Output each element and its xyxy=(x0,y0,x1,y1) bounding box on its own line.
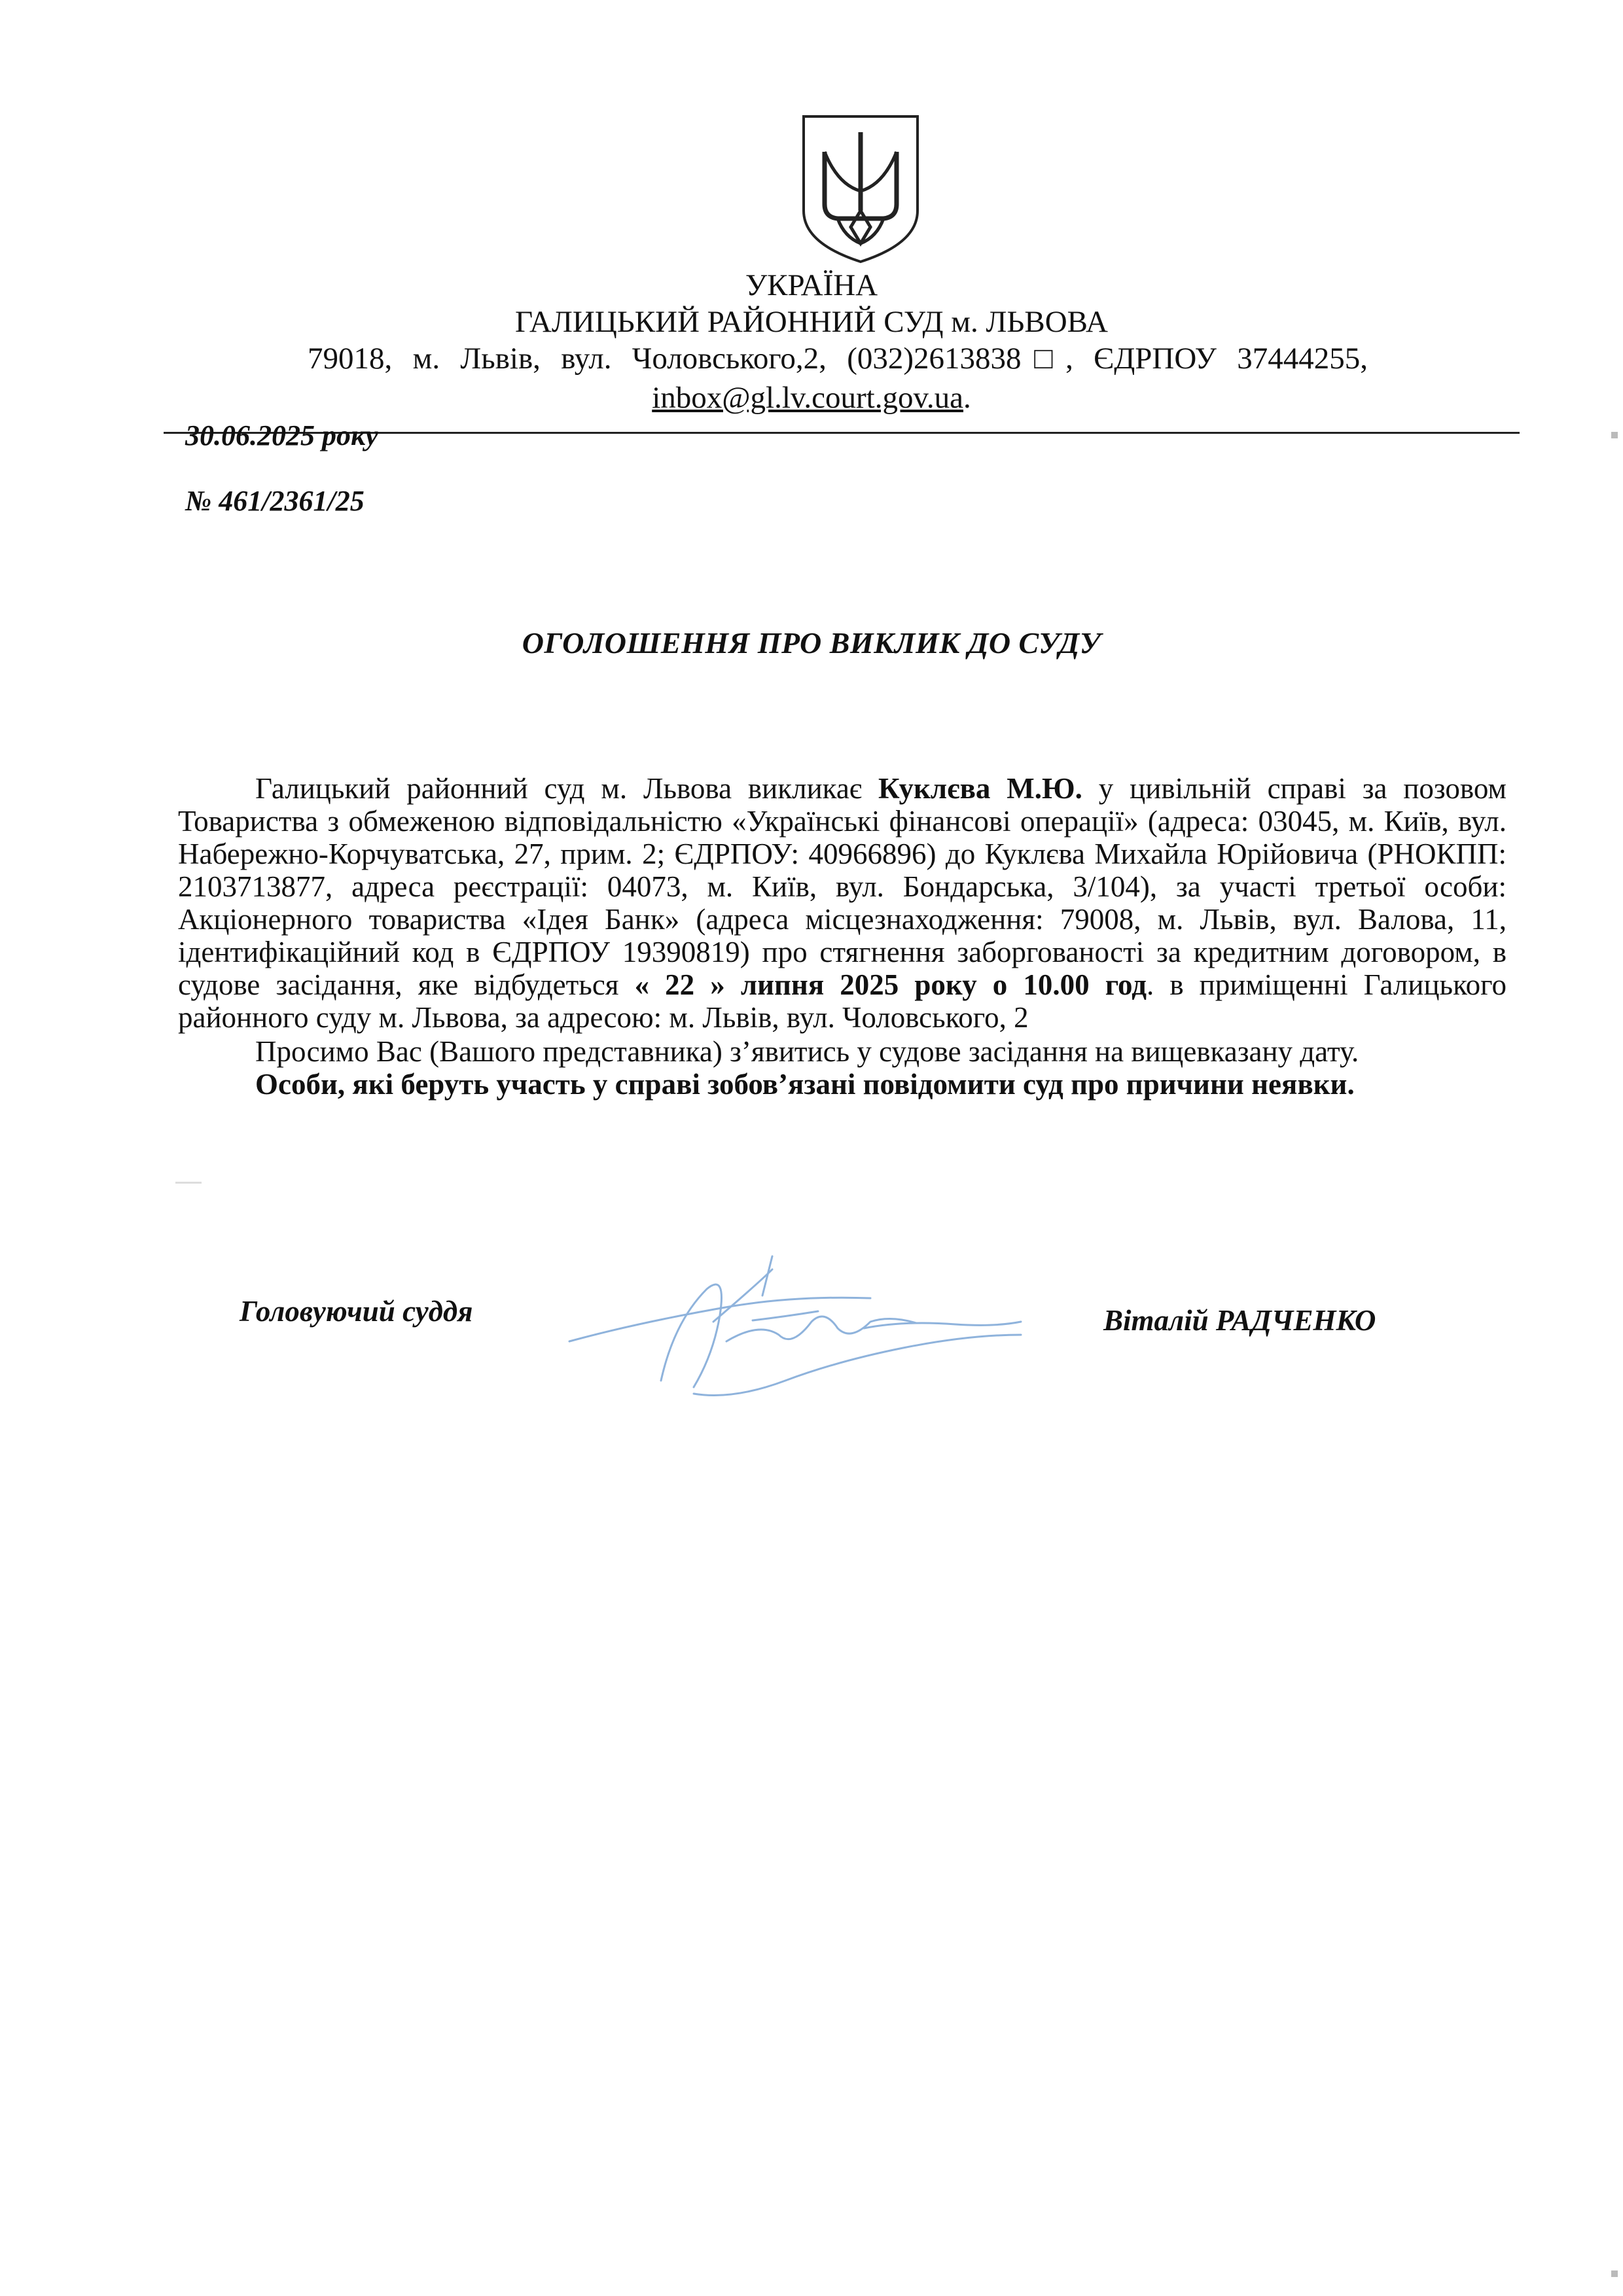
summons-text-a: Галицький районний суд м. Львова викликає xyxy=(255,772,878,805)
document-date: 30.06.2025 року xyxy=(185,419,378,451)
signatory-name: Віталій РАДЧЕНКО xyxy=(1103,1304,1376,1337)
court-address-line: 79018, м. Львів, вул. Чоловського,2, (032)2613838□, ЄДРПОУ 37444255, xyxy=(308,342,1368,376)
court-email-line xyxy=(0,380,1623,416)
court-name-heading: ГАЛИЦЬКИЙ РАЙОННИЙ СУД м. ЛЬВОВА xyxy=(515,305,1108,339)
court-email-link[interactable]: inbox@gl.lv.court.gov.ua xyxy=(652,381,964,415)
document-title: ОГОЛОШЕННЯ ПРО ВИКЛИК ДО СУДУ xyxy=(522,626,1101,660)
summons-text-c: . в приміщенні Галицького районного суду м. Львова, за адресою: м. Львів, вул. Чоловського, 2 xyxy=(178,968,1507,1034)
handwritten-signature xyxy=(563,1243,1034,1413)
signatory-role: Головуючий суддя xyxy=(240,1295,473,1328)
absence-notice-paragraph: Особи, які беруть участь у справі зобов’язані повідомити суд про причини неявки. xyxy=(255,1068,1355,1101)
hearing-datetime: « 22 » липня 2025 року о 10.00 год xyxy=(634,968,1147,1001)
email-suffix: . xyxy=(963,381,971,415)
appearance-request-paragraph: Просимо Вас (Вашого представника) з’явитись у судове засідання на вищевказану дату. xyxy=(255,1035,1359,1068)
defendant-name: Куклєва М.Ю. xyxy=(878,772,1082,805)
country-heading: УКРАЇНА xyxy=(745,268,878,302)
document-body xyxy=(178,772,1507,1101)
summons-text-b: у цивільній справі за позовом Товариства з обмеженою відповідальністю «Українські фінансові операції» (адреса: 03045, м. Київ, вул. Набережно-Корчуватська, 27, прим. 2; ЄДРПОУ: 40966896) до Куклєва Михайла Юрійовича (РНОКПП: 2103713877, адреса реєстрації: 04073, м. Київ, вул. Бондарська, 3/104), за участі третьої особи: Акціонерного товариства «Ідея Банк» (адреса місцезнаходження: 79008, м. Львів, вул. Валова, 11, ідентифікаційний код в ЄДРПОУ 19390819) про стягнення заборгованості за кредитним договором, в судове засідання, яке відбудеться xyxy=(178,772,1507,1001)
trident-coat-of-arms-icon xyxy=(798,113,923,264)
summons-paragraph xyxy=(178,772,1507,1034)
scan-artifact xyxy=(1611,432,1618,438)
scan-artifact xyxy=(175,1182,202,1184)
document-number: № 461/2361/25 xyxy=(185,485,365,517)
scan-artifact xyxy=(1611,2270,1618,2277)
